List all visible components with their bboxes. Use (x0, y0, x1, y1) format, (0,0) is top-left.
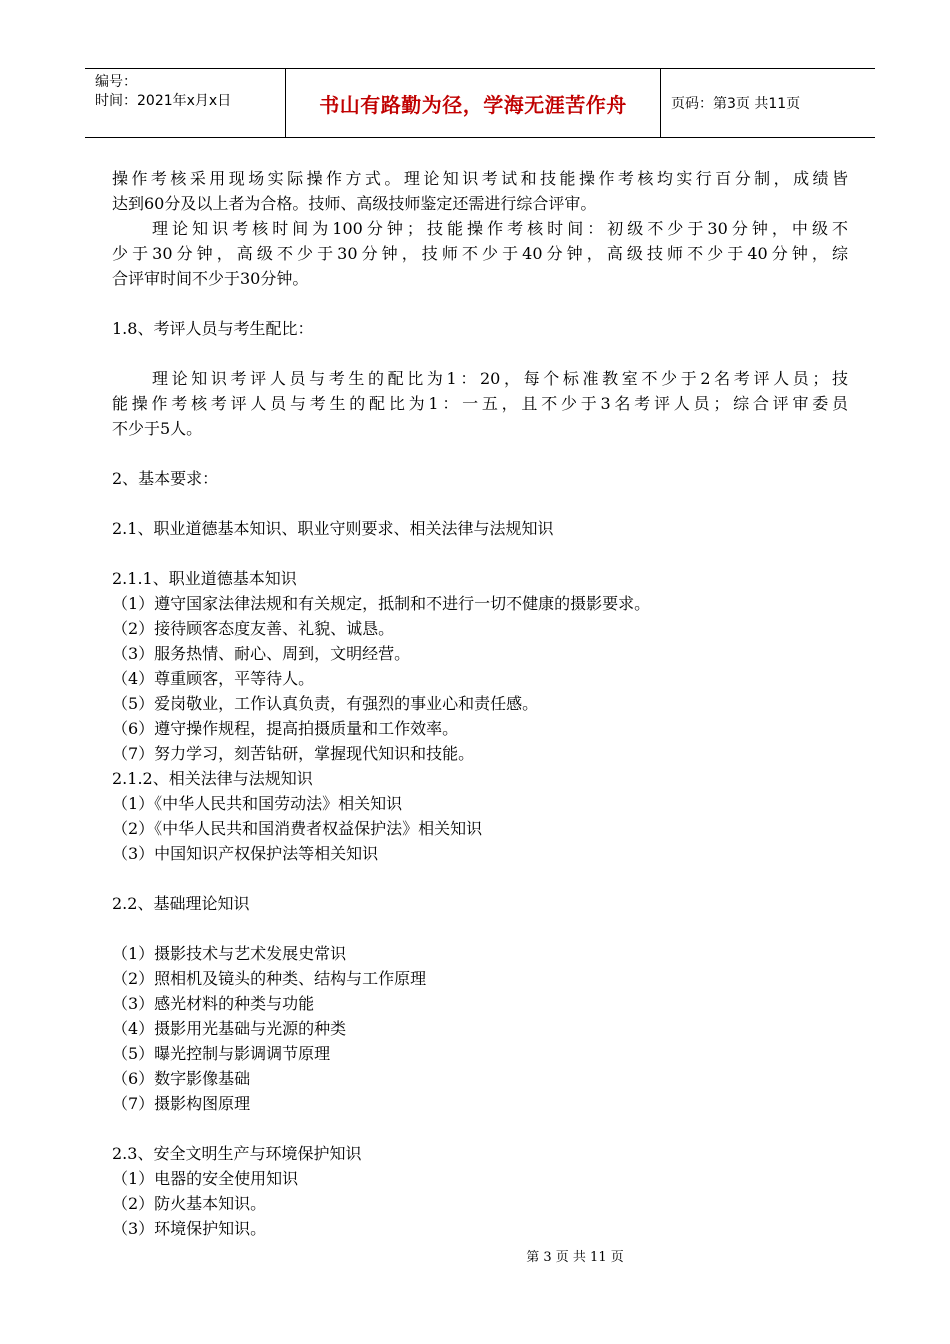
list-item: （6）数字影像基础 (112, 1069, 251, 1088)
list-item: （6）遵守操作规程，提高拍摄质量和工作效率。 (112, 719, 459, 738)
header-meta (85, 69, 285, 137)
document-body (112, 166, 848, 1241)
paragraph-line: 合评审时间不少于30分钟。 (112, 269, 309, 288)
paragraph-line: 达到60分及以上者为合格。技师、高级技师鉴定还需进行综合评审。 (112, 194, 597, 213)
list-item: （7）努力学习，刻苦钻研，掌握现代知识和技能。 (112, 744, 475, 763)
number-label: 编号： (95, 74, 137, 90)
list-item: （3）中国知识产权保护法等相关知识 (112, 844, 379, 863)
subsection-heading: 2.1.2、相关法律与法规知识 (112, 769, 313, 788)
paragraph-line: 操作考核采用现场实际操作方式。理论知识考试和技能操作考核均实行百分制，成绩皆 (112, 169, 848, 188)
list-item: （5）曝光控制与影调调节原理 (112, 1044, 331, 1063)
section-heading: 1.8、考评人员与考生配比： (112, 319, 314, 338)
list-item: （1）摄影技术与艺术发展史常识 (112, 944, 347, 963)
section-heading: 2、基本要求： (112, 469, 219, 488)
page-header (85, 68, 875, 138)
list-item: （7）摄影构图原理 (112, 1094, 251, 1113)
list-item: （3）感光材料的种类与功能 (112, 994, 315, 1013)
page-footer (0, 1246, 950, 1265)
list-item: （1）《中华人民共和国劳动法》相关知识 (112, 794, 403, 813)
list-item: （4）摄影用光基础与光源的种类 (112, 1019, 347, 1038)
list-item: （2）照相机及镜头的种类、结构与工作原理 (112, 969, 427, 988)
list-item: （3）服务热情、耐心、周到，文明经营。 (112, 644, 411, 663)
subsection-heading: 2.1.1、职业道德基本知识 (112, 569, 297, 588)
paragraph-line: 理论知识考核时间为100分钟；技能操作考核时间：初级不少于30分钟，中级不 (152, 219, 848, 238)
paragraph-line: 少于30分钟，高级不少于30分钟，技师不少于40分钟，高级技师不少于40分钟，综 (112, 244, 848, 263)
header-page-info: 页码：第3页 共11页 (671, 96, 801, 112)
list-item: （1）电器的安全使用知识 (112, 1169, 299, 1188)
paragraph-line: 理论知识考评人员与考生的配比为1：20，每个标准教室不少于2名考评人员；技 (152, 369, 848, 388)
list-item: （5）爱岗敬业，工作认真负责，有强烈的事业心和责任感。 (112, 694, 539, 713)
section-heading: 2.1、职业道德基本知识、职业守则要求、相关法律与法规知识 (112, 519, 554, 538)
list-item: （3）环境保护知识。 (112, 1219, 267, 1238)
paragraph-line: 不少于5人。 (112, 419, 203, 438)
date-label: 时间：2021年x月x日 (95, 93, 232, 109)
header-motto: 书山有路勤为径，学海无涯苦作舟 (285, 69, 661, 137)
list-item: （4）尊重顾客，平等待人。 (112, 669, 315, 688)
list-item: （2）《中华人民共和国消费者权益保护法》相关知识 (112, 819, 483, 838)
footer-page-number: 第 3 页 共 11 页 (526, 1250, 624, 1265)
paragraph-line: 能操作考核考评人员与考生的配比为1：一五，且不少于3名考评人员；综合评审委员 (112, 394, 848, 413)
list-item: （2）接待顾客态度友善、礼貌、诚恳。 (112, 619, 395, 638)
list-item: （1）遵守国家法律法规和有关规定，抵制和不进行一切不健康的摄影要求。 (112, 594, 651, 613)
section-heading: 2.3、安全文明生产与环境保护知识 (112, 1144, 362, 1163)
list-item: （2）防火基本知识。 (112, 1194, 267, 1213)
section-heading: 2.2、基础理论知识 (112, 894, 250, 913)
